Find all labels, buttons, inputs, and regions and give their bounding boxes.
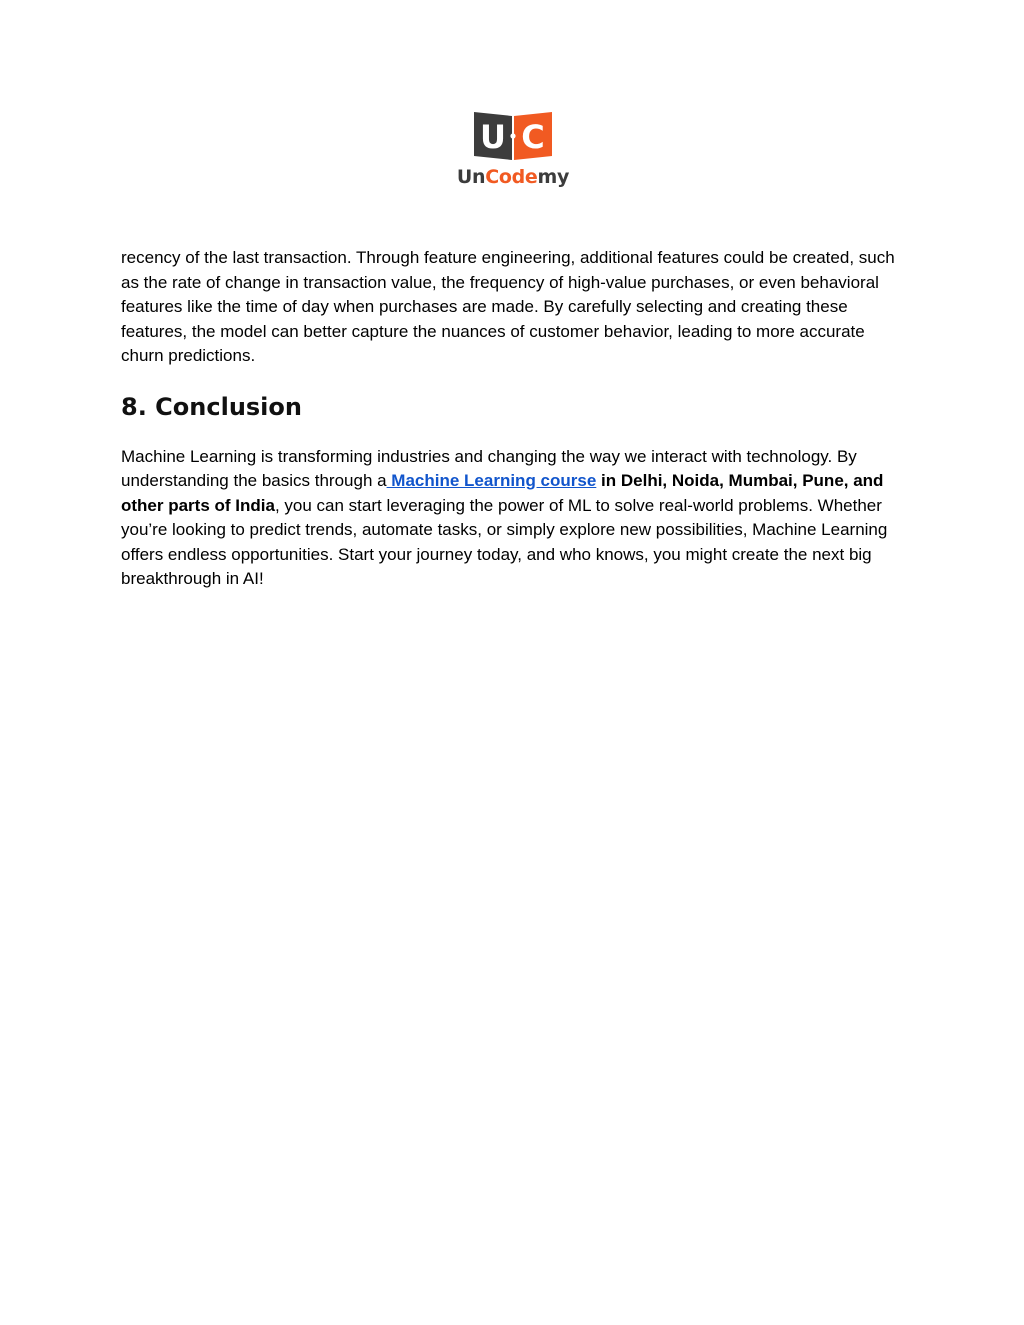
uncodemy-logo: [450, 110, 576, 192]
logo-word-part1: Un: [456, 166, 486, 188]
document-body: [121, 246, 911, 592]
logo-mark-right-letter: C: [521, 118, 545, 156]
section-heading: 8. Conclusion: [121, 392, 302, 421]
logo-wordmark: [450, 166, 576, 188]
logo-mark-left-letter: U: [480, 118, 506, 156]
conclusion-locations-bold: in Delhi, Noida, Mumbai, Pune, and other parts of India: [121, 471, 884, 515]
uc-logo-mark: [474, 110, 552, 160]
logo-word-part2: Code: [485, 166, 538, 188]
logo-word-part3: my: [537, 166, 570, 188]
intro-paragraph: recency of the last transaction. Through feature engineering, additional features could be created, such as the rate of change in transaction value, the frequency of high-value purchases, or even behavioral features like the time of day when purchases are made. By carefully selecting and creating these features, the model can better capture the nuances of customer behavior, leading to more accurate churn predictions.: [121, 248, 895, 365]
conclusion-paragraph: [121, 445, 911, 592]
machine-learning-course-link[interactable]: Machine Learning course: [386, 471, 597, 490]
conclusion-text-start: Machine Learning is transforming industries and changing the way we interact with technology. By understanding the basics through a: [121, 446, 857, 490]
conclusion-text-end: , you can start leveraging the power of ML to solve real-world problems. Whether you’re looking to predict trends, automate tasks, or simply explore new possibilities, Machine Learning offers endless opportunities. Start your journey today, and who knows, you might create the next big breakthrough in AI!: [121, 495, 888, 588]
